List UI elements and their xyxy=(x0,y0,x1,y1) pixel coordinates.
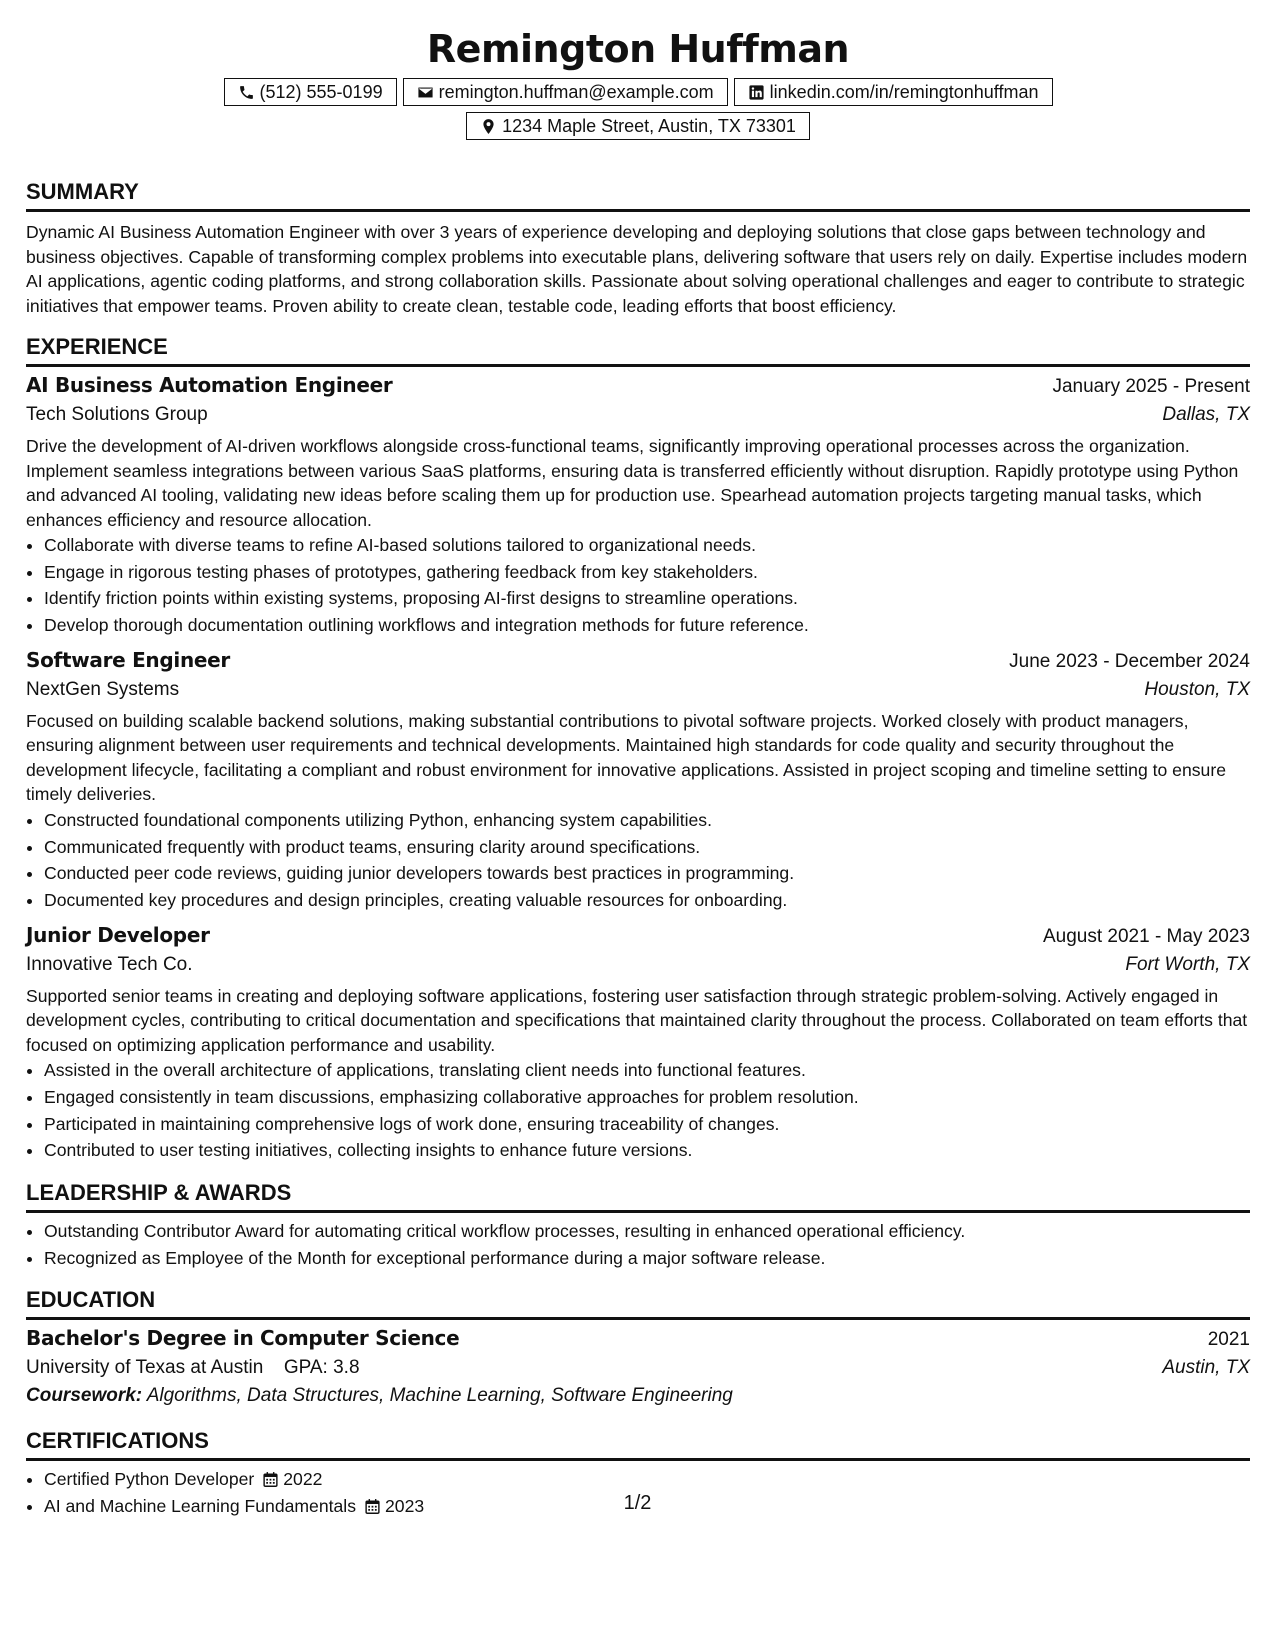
list-item: • Contributed to user testing initiatives, collecting insights to enhance future versions. xyxy=(44,1137,1250,1164)
phone-text: (512) 555-0199 xyxy=(259,82,383,102)
list-item: • Engaged consistently in team discussions, emphasizing collaborative approaches for problem resolution. xyxy=(44,1084,1250,1111)
cert-year: 2022 xyxy=(283,1469,323,1490)
job-dates: June 2023 - December 2024 xyxy=(1009,650,1250,672)
job-description: Focused on building scalable backend solutions, making substantial contributions to pivotal software projects. Worked closely with product managers, ensuring alignment between user requirements and technical developments. Maintained high standards for code quality and security throughout the development lifecycle, facilitating a compliant and robust environment for innovative applications. Assisted in project scoping and timeline setting to ensure timely deliveries. xyxy=(26,710,1226,805)
page-number: 1/2 xyxy=(623,1492,652,1514)
job-location: Houston, TX xyxy=(1144,678,1250,700)
list-item: • Documented key procedures and design principles, creating valuable resources for onboarding. xyxy=(44,887,1250,914)
map-pin-icon xyxy=(480,118,497,135)
leadership-heading: LEADERSHIP & AWARDS xyxy=(26,1179,1250,1213)
certifications-heading: CERTIFICATIONS xyxy=(26,1427,1250,1461)
summary-section xyxy=(26,178,1250,318)
list-item: • Engage in rigorous testing phases of prototypes, gathering feedback from key stakeholders. xyxy=(44,559,1250,586)
experience-heading: EXPERIENCE xyxy=(26,333,1250,367)
list-item: • Constructed foundational components utilizing Python, enhancing system capabilities. xyxy=(44,807,1250,834)
awards-list xyxy=(26,1218,1250,1271)
job-entry xyxy=(26,373,1250,639)
linkedin-chip[interactable] xyxy=(734,78,1053,106)
calendar-icon xyxy=(262,1471,279,1488)
graduation-year: 2021 xyxy=(1207,1329,1250,1351)
coursework-label: Coursework: xyxy=(26,1385,143,1407)
email-chip[interactable] xyxy=(403,78,728,106)
email-text: remington.huffman@example.com xyxy=(438,82,714,102)
address-row xyxy=(26,112,1250,140)
job-title: AI Business Automation Engineer xyxy=(26,373,393,397)
school-name: University of Texas at Austin xyxy=(26,1357,264,1379)
list-item: • Develop thorough documentation outlining workflows and integration methods for future reference. xyxy=(44,612,1250,639)
job-location: Fort Worth, TX xyxy=(1125,953,1250,975)
job-dates: August 2021 - May 2023 xyxy=(1042,925,1250,947)
list-item: • Conducted peer code reviews, guiding junior developers towards best practices in programming. xyxy=(44,860,1250,887)
linkedin-text: linkedin.com/in/remingtonhuffman xyxy=(769,82,1039,102)
list-item: • Assisted in the overall architecture of applications, translating client needs into functional features. xyxy=(44,1057,1250,1084)
job-bullets xyxy=(26,532,1250,639)
job-bullets xyxy=(26,1057,1250,1164)
education-heading: EDUCATION xyxy=(26,1286,1250,1320)
coursework xyxy=(26,1385,1250,1407)
job-location: Dallas, TX xyxy=(1162,404,1250,425)
cert-name: • AI and Machine Learning Fundamentals xyxy=(44,1496,356,1517)
resume-page xyxy=(26,0,1250,1520)
job-entry xyxy=(26,648,1250,914)
degree-title: Bachelor's Degree in Computer Science xyxy=(26,1326,460,1351)
address-chip xyxy=(466,112,810,140)
contact-row xyxy=(26,78,1250,106)
list-item: • Identify friction points within existing systems, proposing AI-first designs to streamline operations. xyxy=(44,585,1250,612)
gpa: GPA: 3.8 xyxy=(283,1357,360,1379)
job-company: NextGen Systems xyxy=(26,678,180,700)
experience-section xyxy=(26,333,1250,1164)
candidate-name: Remington Huffman xyxy=(426,27,850,71)
list-item: • Outstanding Contributor Award for automating critical workflow processes, resulting in enhanced operational efficiency. xyxy=(44,1218,1250,1245)
job-title: Junior Developer xyxy=(26,922,210,947)
job-bullets xyxy=(26,807,1250,914)
linkedin-icon xyxy=(748,84,765,101)
list-item xyxy=(44,1466,1250,1493)
coursework-list: Algorithms, Data Structures, Machine Learning, Software Engineering xyxy=(146,1385,733,1407)
list-item: • Recognized as Employee of the Month for exceptional performance during a major software release. xyxy=(44,1245,1250,1272)
education-section xyxy=(26,1286,1250,1407)
school-location: Austin, TX xyxy=(1162,1357,1250,1379)
job-company: Innovative Tech Co. xyxy=(26,953,193,975)
summary-text: Dynamic AI Business Automation Engineer with over 3 years of experience developing and deploying solutions that close gaps between technology and business objectives. Capable of transforming complex problems into executable plans, delivering software that users rely on daily. Expertise includes modern AI applications, agentic coding platforms, and strong collaboration skills. Passionate about solving operational challenges and eager to contribute to strategic initiatives that empower teams. Proven ability to create clean, testable code, leading efforts that boost efficiency. xyxy=(26,222,1248,316)
job-dates: January 2025 - Present xyxy=(1052,376,1250,397)
list-item: • Participated in maintaining comprehensive logs of work done, ensuring traceability of changes. xyxy=(44,1111,1250,1138)
cert-name: • Certified Python Developer xyxy=(44,1469,255,1490)
summary-heading: SUMMARY xyxy=(26,178,1250,212)
job-description: Supported senior teams in creating and deploying software applications, fostering user satisfaction through strategic problem-solving. Actively engaged in development cycles, contributing to critical documentation and specifications that maintained clarity throughout the process. Collaborated on team efforts that focused on optimizing application performance and usability. xyxy=(26,985,1248,1055)
phone-chip[interactable] xyxy=(224,78,397,106)
phone-icon xyxy=(238,84,255,101)
cert-year: 2023 xyxy=(385,1496,425,1517)
job-description: Drive the development of AI-driven workflows alongside cross-functional teams, significantly improving operational processes across the organization. Implement seamless integrations between various SaaS platforms, ensuring data is transferred efficiently without disruption. Rapidly prototype using Python and advanced AI tooling, validating new ideas before scaling them up for production use. Spearhead automation projects targeting manual tasks, which enhances efficiency and resource allocation. xyxy=(26,436,1239,530)
list-item: • Collaborate with diverse teams to refine AI-based solutions tailored to organizational needs. xyxy=(44,532,1250,559)
job-entry xyxy=(26,923,1250,1164)
list-item: • Communicated frequently with product teams, ensuring clarity around specifications. xyxy=(44,834,1250,861)
job-company: Tech Solutions Group xyxy=(26,404,208,425)
job-title: Software Engineer xyxy=(26,647,230,672)
envelope-icon xyxy=(417,84,434,101)
leadership-section xyxy=(26,1179,1250,1271)
address-text: 1234 Maple Street, Austin, TX 73301 xyxy=(502,116,796,136)
